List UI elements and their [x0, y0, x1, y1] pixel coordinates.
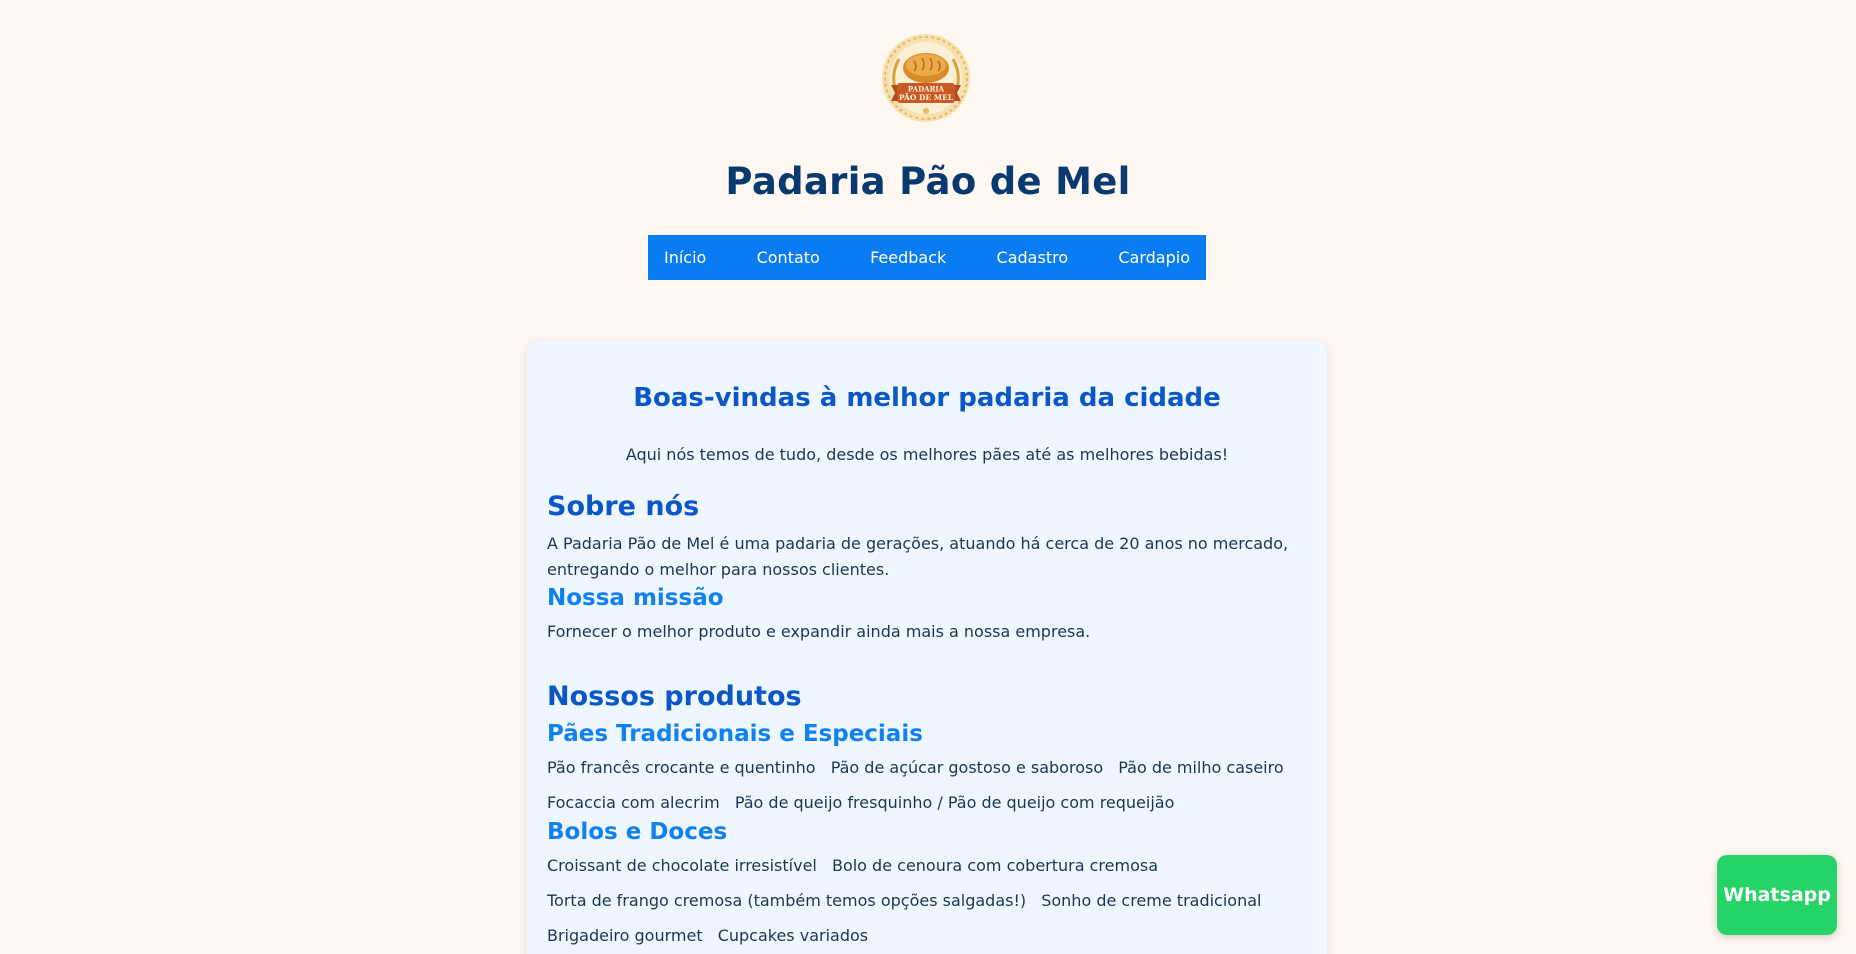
list-item: Pão francês crocante e quentinho	[547, 758, 816, 777]
list-item: Pão de açúcar gostoso e saboroso	[830, 758, 1104, 777]
list-item: Sonho de creme tradicional	[1041, 891, 1262, 910]
products-heading: Nossos produtos	[547, 681, 802, 712]
about-text: A Padaria Pão de Mel é uma padaria de gerações, atuando há cerca de 20 anos no mercado, entregando o melhor para nossos clientes.	[547, 534, 1289, 579]
svg-text:PÃO DE MEL: PÃO DE MEL	[898, 93, 954, 102]
list-item: Pão de queijo fresquinho / Pão de queijo com requeijão	[734, 793, 1175, 812]
content-card	[527, 341, 1327, 954]
mission-heading: Nossa missão	[547, 585, 724, 611]
intro-text: Aqui nós temos de tudo, desde os melhores pães até as melhores bebidas!	[625, 445, 1229, 464]
nav-feedback[interactable]: Feedback	[870, 248, 947, 267]
cakes-heading: Bolos e Doces	[547, 819, 728, 845]
list-item: Croissant de chocolate irresistível	[547, 856, 817, 875]
bakery-logo	[881, 33, 971, 123]
about-heading: Sobre nós	[547, 491, 700, 522]
list-item: Pão de milho caseiro	[1118, 758, 1284, 777]
list-item: Focaccia com alecrim	[547, 793, 720, 812]
site-title: Padaria Pão de Mel	[725, 160, 1131, 203]
breads-heading: Pães Tradicionais e Especiais	[547, 721, 923, 747]
svg-text:PADARIA: PADARIA	[907, 84, 945, 94]
list-item: Cupcakes variados	[717, 926, 869, 945]
nav-cadastro[interactable]: Cadastro	[996, 248, 1069, 267]
list-item: Brigadeiro gourmet	[547, 926, 703, 945]
nav-inicio[interactable]: Início	[664, 248, 707, 267]
whatsapp-button[interactable]: Whatsapp	[1717, 855, 1837, 935]
main-nav	[648, 235, 1206, 280]
list-item: Bolo de cenoura com cobertura cremosa	[831, 856, 1159, 875]
cakes-list	[547, 855, 1307, 954]
nav-cardapio[interactable]: Cardapio	[1118, 248, 1190, 267]
list-item: Torta de frango cremosa (também temos opções salgadas!)	[547, 891, 1027, 910]
breads-list	[547, 757, 1307, 827]
welcome-heading: Boas-vindas à melhor padaria da cidade	[633, 383, 1221, 413]
nav-contato[interactable]: Contato	[756, 248, 820, 267]
mission-text: Fornecer o melhor produto e expandir ainda mais a nossa empresa.	[547, 622, 1091, 641]
